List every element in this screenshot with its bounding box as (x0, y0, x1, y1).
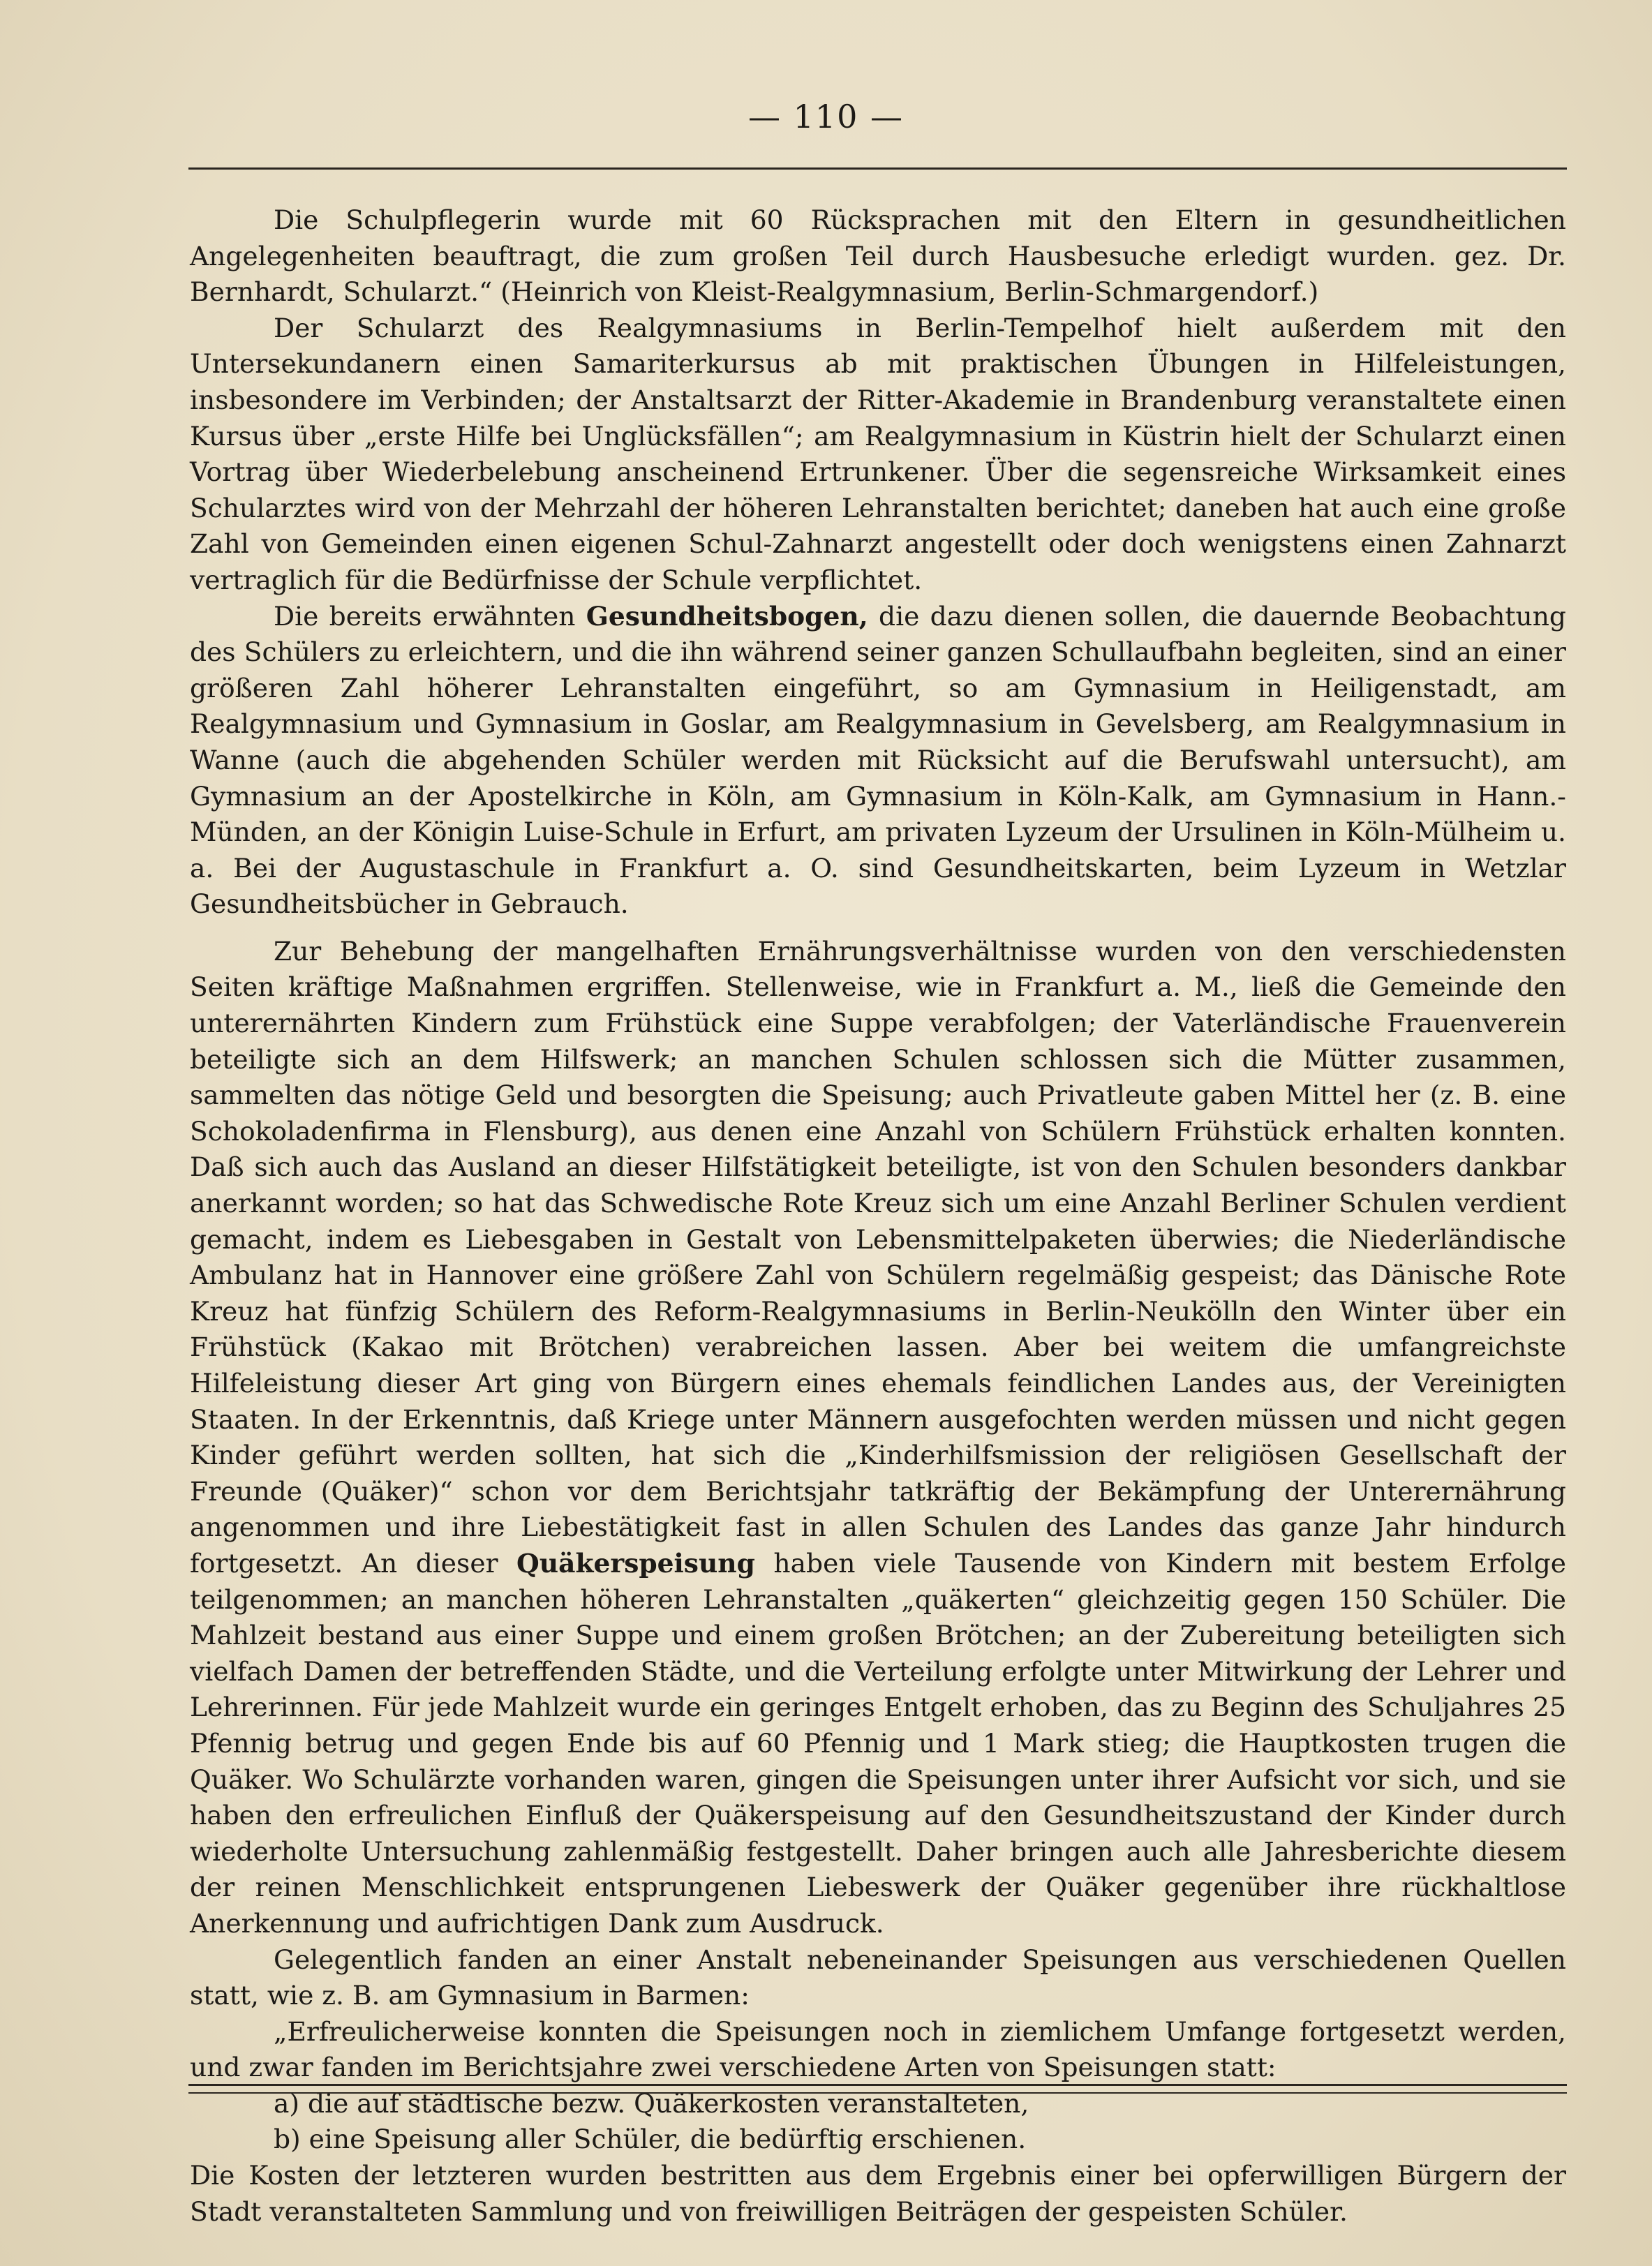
page-number: — 110 — (747, 98, 905, 135)
footer-rule-1 (188, 2084, 1567, 2086)
paragraph-4-start: Zur Behebung der mangelhaften Ernährungsverhältnisse wurden von den verschiedensten Seiten kräftige Maßnahmen ergriffen. Stellenweise, wie in Frankfurt a. M., ließ die Gemeinde den unterernährten Kindern zum Frühstück eine Suppe verabfolgen; der Vaterländische Frauenverein beteiligte sich an dem Hilfswerk; an manchen Schulen schlossen sich die Mütter zusammen, sammelten das nötige Geld und besorgten die Speisung; auch Privatleute gaben Mittel her (z. B. eine Schokoladenfirma in Flensburg), aus denen eine Anzahl von Schülern Frühstück erhalten konnten. Daß sich auch das Ausland an dieser Hilfstätigkeit beteiligte, ist von den Schulen besonders dankbar anerkannt worden; so hat das Schwedische Rote Kreuz sich um eine Anzahl Berliner Schulen verdient gemacht, indem es Liebesgaben in Gestalt von Lebensmittelpaketen überwies; die Niederländische Ambulanz hat in Hannover eine größere Zahl von Schülern regelmäßig gespeist; das Dänische Rote Kreuz hat fünfzig Schülern des Reform-Realgymnasiums in Berlin-Neukölln den Winter über ein Frühstück (Kakao mit Brötchen) verabreichen lassen. Aber bei weitem die umfangreichste Hilfeleistung dieser Art ging von Bürgern eines ehemals feindlichen Landes aus, der Vereinigten Staaten. In der Erkenntnis, daß Kriege unter Männern ausgefochten werden müssen und nicht gegen Kinder geführt werden sollten, hat sich die „Kinderhilfsmission der religiösen Gesellschaft der Freunde (Quäker)“ schon vor dem Berichtsjahr tatkräftig der Bekämpfung der Unterernährung angenommen und ihre Liebestätigkeit fast in allen Schulen des Landes das ganze Jahr hindurch fortgesetzt. An dieser (190, 935, 1566, 1579)
paragraph-4-rest: haben viele Tausende von Kindern mit bestem Erfolge teilgenommen; an manchen höheren Lehranstalten „quäkerten“ gleichzeitig gegen 150 Schüler. Die Mahlzeit bestand aus einer Suppe und einem großen Brötchen; an der Zubereitung beteiligten sich vielfach Damen der betreffenden Städte, und die Verteilung erfolgte unter Mitwirkung der Lehrer und Lehrerinnen. Für jede Mahlzeit wurde ein geringes Entgelt erhoben, das zu Beginn des Schuljahres 25 Pfennig betrug und gegen Ende bis auf 60 Pfennig und 1 Mark stieg; die Hauptkosten trugen die Quäker. Wo Schulärzte vorhanden waren, gingen die Speisungen unter ihrer Aufsicht vor sich, und sie haben den erfreulichen Einfluß der Quäkerspeisung auf den Gesundheitszustand der Kinder durch wiederholte Untersuchung zahlenmäßig festgestellt. Daher bringen auch alle Jahresberichte diesem der reinen Menschlichkeit entsprungenen Liebeswerk der Quäker gegenüber ihre rückhaltlose Anerkennung und aufrichtigen Dank zum Ausdruck. (190, 1547, 1566, 1939)
header-rule (188, 167, 1567, 170)
body-text (190, 202, 1566, 2230)
paragraph-1: Die Schulpflegerin wurde mit 60 Rücksprachen mit den Eltern in gesundheitlichen Angelegenheiten beauftragt, die zum großen Teil durch Hausbesuche erledigt wurden. gez. Dr. Bernhardt, Schularzt.“ (Heinrich von Kleist-Realgymnasium, Berlin-Schmargendorf.) (190, 204, 1566, 308)
closing-paragraph: Die Kosten der letzteren wurden bestritten aus dem Ergebnis einer bei opferwilligen Bürgern der Stadt veranstalteten Sammlung und von freiwilligen Beiträgen der gespeisten Schüler. (190, 2160, 1566, 2227)
term-quaekerspeisung: Quäkerspeisung (516, 1547, 755, 1579)
paragraph-4 (190, 934, 1566, 1942)
list-item-b: b) eine Speisung aller Schüler, die bedürftig erschienen. (274, 2124, 1027, 2155)
paragraph-2: Der Schularzt des Realgymnasiums in Berlin-Tempelhof hielt außerdem mit den Untersekundanern einen Samariterkursus ab mit praktischen Übungen in Hilfeleistungen, insbesondere im Verbinden; der Anstaltsarzt der Ritter-Akademie in Brandenburg veranstaltete einen Kursus über „erste Hilfe bei Unglücksfällen“; am Realgymnasium in Küstrin hielt der Schularzt einen Vortrag über Wiederbelebung anscheinend Ertrunkener. Über die segensreiche Wirksamkeit eines Schularztes wird von der Mehrzahl der höheren Lehranstalten berichtet; daneben hat auch eine große Zahl von Gemeinden einen eigenen Schul-Zahnarzt angestellt oder doch wenigstens einen Zahnarzt vertraglich für die Bedürfnisse der Schule verpflichtet. (190, 312, 1566, 595)
paragraph-3-start: Die bereits erwähnten (274, 600, 586, 632)
quote: „Erfreulicherweise konnten die Speisungen noch in ziemlichem Umfange fortgesetzt werden, und zwar fanden im Berichtsjahre zwei verschiedene Arten von Speisungen statt: (190, 2015, 1566, 2083)
paragraph-3-rest: die dazu dienen sollen, die dauernde Beobachtung des Schülers zu erleichtern, und die ihn während seiner ganzen Schullaufbahn begleiten, sind an einer größeren Zahl höherer Lehranstalten eingeführt, so am Gymnasium in Heiligenstadt, am Realgymnasium und Gymnasium in Goslar, am Realgymnasium in Gevelsberg, am Realgymnasium in Wanne (auch die abgehenden Schüler werden mit Rücksicht auf die Berufswahl untersucht), am Gymnasium an der Apostelkirche in Köln, am Gymnasium in Köln-Kalk, am Gymnasium in Hann.-Münden, an der Königin Luise-Schule in Erfurt, am privaten Lyzeum der Ursulinen in Köln-Mülheim u. a. Bei der Augustaschule in Frankfurt a. O. sind Gesundheitskarten, beim Lyzeum in Wetzlar Gesundheitsbücher in Gebrauch. (190, 600, 1566, 920)
footer-rule-2 (188, 2092, 1567, 2094)
list-item-a: a) die auf städtische bezw. Quäkerkosten veranstalteten, (274, 2087, 1029, 2119)
paragraph-3 (190, 599, 1566, 923)
term-gesundheitsbogen: Gesundheitsbogen, (586, 600, 868, 632)
paragraph-5: Gelegentlich fanden an einer Anstalt nebeneinander Speisungen aus verschiedenen Quellen statt, wie z. B. am Gymnasium in Barmen: (190, 1944, 1566, 2011)
